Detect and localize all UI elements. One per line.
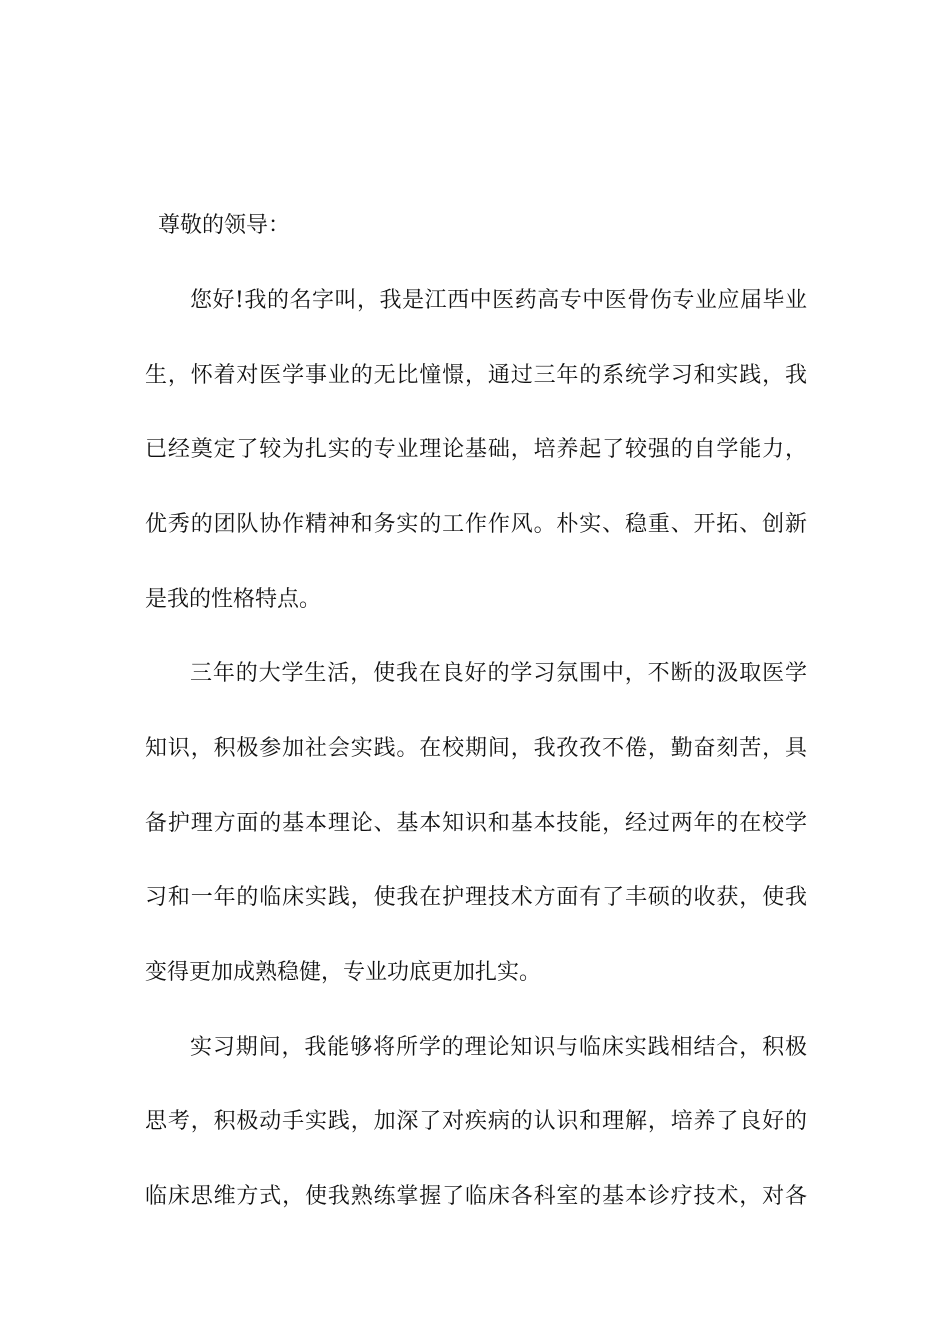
paragraph-2-line-4: 习和一年的临床实践，使我在护理技术方面有了丰硕的收获，使我 bbox=[145, 885, 807, 910]
paragraph-3-line-1: 实习期间，我能够将所学的理论知识与临床实践相结合，积极 bbox=[190, 1035, 807, 1060]
paragraph-2-line-1: 三年的大学生活，使我在良好的学习氛围中，不断的汲取医学 bbox=[190, 661, 807, 686]
paragraph-2-line-2: 知识，积极参加社会实践。在校期间，我孜孜不倦，勤奋刻苦，具 bbox=[145, 736, 807, 761]
paragraph-1-line-4: 优秀的团队协作精神和务实的工作作风。朴实、稳重、开拓、创新 bbox=[145, 512, 807, 537]
paragraph-1-line-5: 是我的性格特点。 bbox=[145, 587, 322, 612]
paragraph-3-line-2: 思考，积极动手实践，加深了对疾病的认识和理解，培养了良好的 bbox=[145, 1109, 807, 1134]
paragraph-1-line-1: 您好!我的名字叫，我是江西中医药高专中医骨伤专业应届毕业 bbox=[190, 288, 807, 313]
paragraph-2-line-3: 备护理方面的基本理论、基本知识和基本技能，经过两年的在校学 bbox=[145, 811, 807, 836]
paragraph-3-line-3: 临床思维方式，使我熟练掌握了临床各科室的基本诊疗技术，对各 bbox=[145, 1184, 807, 1209]
paragraph-2-line-5: 变得更加成熟稳健，专业功底更加扎实。 bbox=[145, 960, 542, 985]
paragraph-1-line-3: 已经奠定了较为扎实的专业理论基础，培养起了较强的自学能力， bbox=[145, 437, 807, 462]
paragraph-1-line-2: 生，怀着对医学事业的无比憧憬，通过三年的系统学习和实践，我 bbox=[145, 363, 807, 388]
salutation: 尊敬的领导： bbox=[158, 213, 291, 238]
